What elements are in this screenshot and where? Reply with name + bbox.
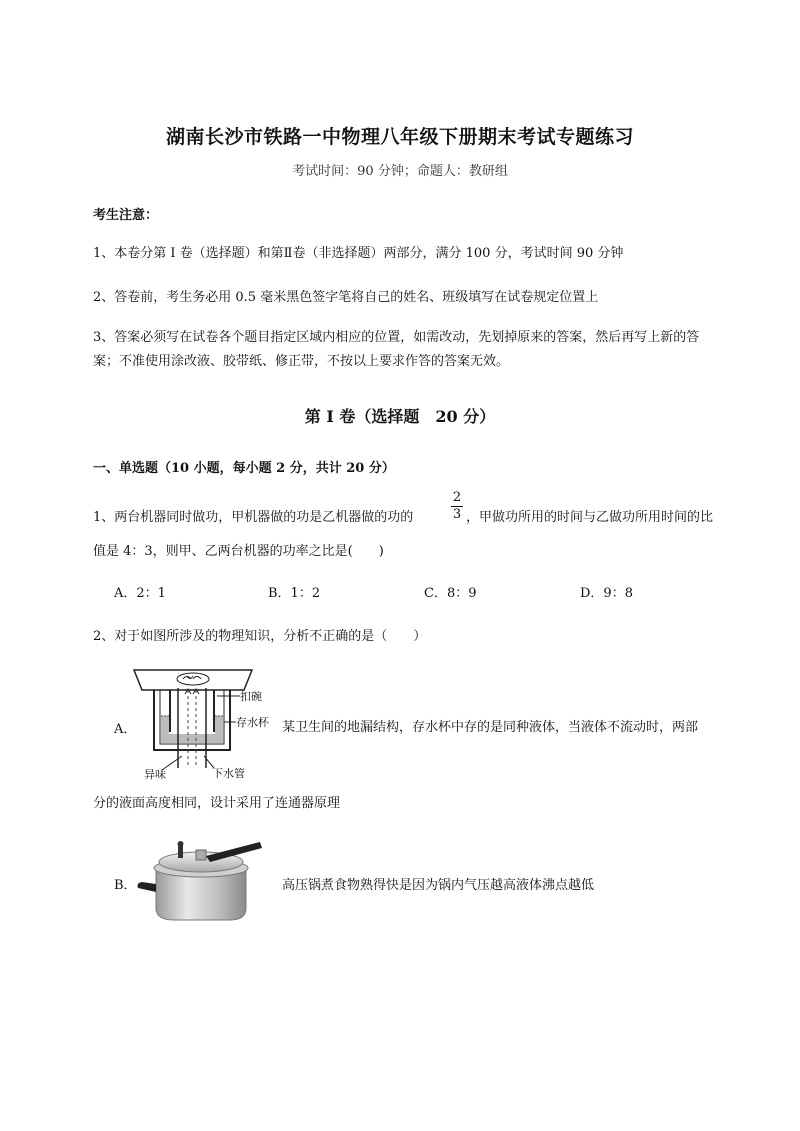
pressure-cooker-image xyxy=(134,832,266,924)
exam-info: 考试时间：90 分钟；命题人：教研组 xyxy=(292,164,508,179)
label-cover-bowl: 扣碗 xyxy=(240,690,262,703)
option-c: C．8：9 xyxy=(424,586,477,601)
label-odor: 异味 xyxy=(144,768,166,781)
option-a-text-2: 分的液面高度相同，设计采用了连通器原理 xyxy=(93,796,341,811)
option-b-text: 高压锅煮食物熟得快是因为锅内气压越高液体沸点越低 xyxy=(282,878,595,893)
label-drain-pipe: 下水管 xyxy=(212,767,245,780)
question-1-text-b: ，甲做功所用的时间与乙做功所用时间的比 xyxy=(466,510,714,525)
option-a-text-1: 某卫生间的地漏结构，存水杯中存的是同种液体，当液体不流动时，两部 xyxy=(282,720,699,735)
option-d: D．9：8 xyxy=(580,586,633,601)
notice-heading: 考生注意： xyxy=(93,208,159,223)
option-a-label: A． xyxy=(114,722,137,737)
option-b: B．1：2 xyxy=(268,586,321,601)
fraction-denominator: 3 xyxy=(452,507,462,522)
option-a: A．2：1 xyxy=(114,586,166,601)
label-water-cup: 存水杯 xyxy=(236,716,269,729)
option-b-label: B． xyxy=(114,878,137,893)
section-title: 第 I 卷（选择题 20 分） xyxy=(304,407,496,426)
fraction xyxy=(450,490,464,523)
notice-item: 1、本卷分第 I 卷（选择题）和第Ⅱ卷（非选择题）两部分，满分 100 分，考试时间 90 分钟 xyxy=(93,246,624,261)
question-1-text-c: 值是 4：3，则甲、乙两台机器的功率之比是( ) xyxy=(93,544,384,559)
notice-item: 2、答卷前，考生务必用 0.5 毫米黑色签字笔将自己的姓名、班级填写在试卷规定位置上 xyxy=(93,290,599,305)
page-title: 湖南长沙市铁路一中物理八年级下册期末考试专题练习 xyxy=(165,126,634,148)
question-1-text-a: 1、两台机器同时做功，甲机器做的功是乙机器做的功的 xyxy=(93,510,414,525)
part-heading: 一、单选题（10 小题，每小题 2 分，共计 20 分） xyxy=(93,461,395,476)
floor-drain-figure xyxy=(132,660,284,782)
fraction-numerator: 2 xyxy=(452,490,462,505)
notice-item: 3、答案必须写在试卷各个题目指定区域内相应的位置，如需改动，先划掉原来的答案，然后再写上新的答案；不准使用涂改液、胶带纸、修正带，不按以上要求作答的答案无效。 xyxy=(93,330,700,369)
question-2-stem: 2、对于如图所涉及的物理知识，分析不正确的是（ ） xyxy=(93,629,427,644)
